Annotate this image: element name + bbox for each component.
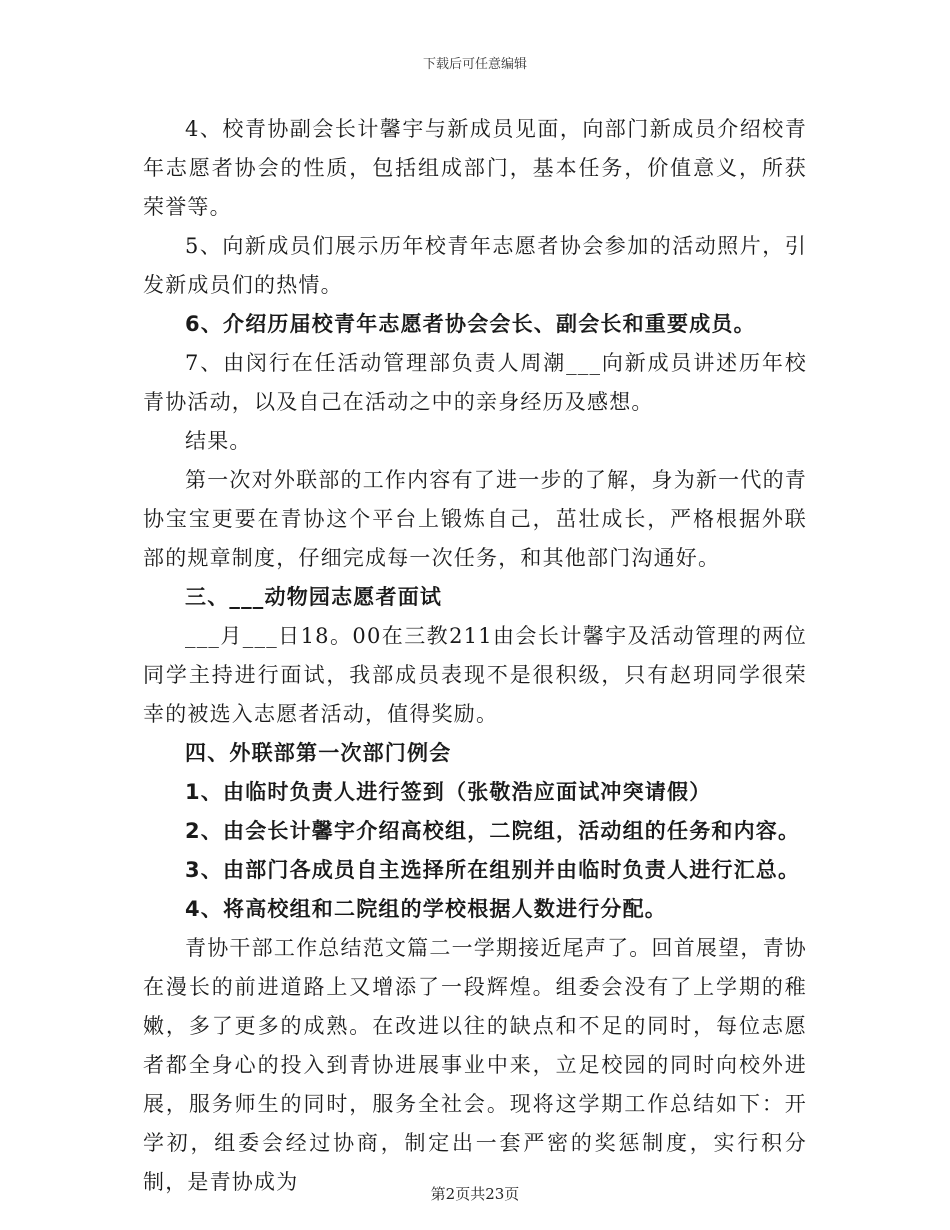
paragraph-result: 结果。: [185, 429, 252, 453]
page-header-note: 下载后可任意编辑: [422, 57, 527, 72]
paragraph-item-7: 7、由闵行在任活动管理部负责人周潮___向新成员讲述历年校青协活动，以及自己在活动之中的亲身经历及感想。: [143, 351, 807, 414]
meeting-item-2: 2、由会长计馨宇介绍高校组，二院组，活动组的任务和内容。: [185, 819, 801, 843]
paragraph-summary: 青协干部工作总结范文篇二一学期接近尾声了。回首展望，青协在漫长的前进道路上又增添了一段辉煌。组委会没有了上学期的稚嫩，多了更多的成熟。在改进以往的缺点和不足的同时，每位志愿者都全身心的投入到青协进展事业中来，立足校园的同时向校外进展，服务师生的同时，服务全社会。现将这学期工作总结如下：开学初，组委会经过协商，制定出一套严密的奖惩制度，实行积分制，是青协成为: [143, 936, 807, 1194]
paragraph-result-body: 第一次对外联部的工作内容有了进一步的了解，身为新一代的青协宝宝更要在青协这个平台上锻炼自己，茁壮成长，严格根据外联部的规章制度，仔细完成每一次任务，和其他部门沟通好。: [143, 468, 807, 570]
document-body: [143, 110, 807, 1202]
paragraph-interview: ___月___日18。00在三教211由会长计馨宇及活动管理的两位同学主持进行面试，我部成员表现不是很积级，只有赵玥同学很荣幸的被选入志愿者活动，值得奖励。: [143, 624, 807, 726]
meeting-item-3: 3、由部门各成员自主选择所在组别并由临时负责人进行汇总。: [185, 858, 801, 882]
meeting-item-1: 1、由临时负责人进行签到（张敬浩应面试冲突请假）: [185, 780, 712, 804]
paragraph-item-5: 5、向新成员们展示历年校青年志愿者协会参加的活动照片，引发新成员们的热情。: [143, 234, 807, 297]
page-number: 第2页共23页: [430, 1185, 520, 1203]
section-heading-3: 三、___动物园志愿者面试: [185, 585, 443, 609]
paragraph-item-4: 4、校青协副会长计馨宇与新成员见面，向部门新成员介绍校青年志愿者协会的性质，包括组成部门，基本任务，价值意义，所获荣誉等。: [143, 117, 807, 219]
section-heading-4: 四、外联部第一次部门例会: [185, 741, 452, 765]
meeting-item-4: 4、将高校组和二院组的学校根据人数进行分配。: [185, 897, 668, 921]
paragraph-item-6: 6、介绍历届校青年志愿者协会会长、副会长和重要成员。: [185, 312, 756, 336]
